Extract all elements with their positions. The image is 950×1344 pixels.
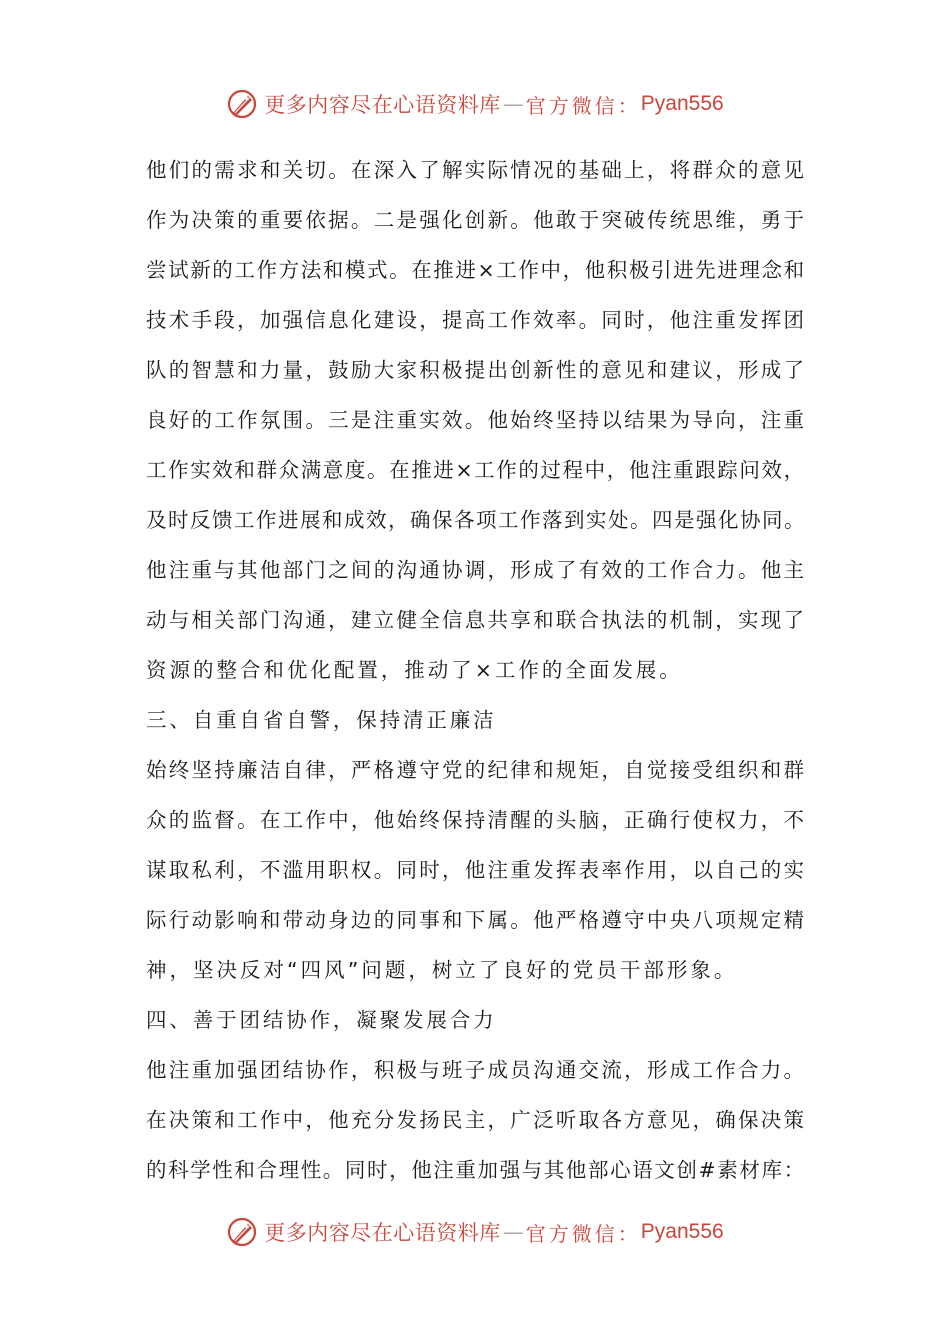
pen-nib-logo-icon [226, 88, 258, 120]
header-banner [0, 82, 950, 126]
banner-separator: — [502, 92, 524, 116]
body-line: 资源的整合和优化配置，推动了×工作的全面发展。 [146, 658, 683, 682]
section-heading: 四、善于团结协作，凝聚发展合力 [146, 1008, 497, 1032]
body-line: 技术手段，加强信息化建设，提高工作效率。同时，他注重发挥团 [146, 308, 807, 332]
banner-separator: — [502, 1220, 524, 1244]
body-line: 尝试新的工作方法和模式。在推进×工作中，他积极引进先进理念和 [146, 258, 806, 282]
body-line: 他注重与其他部门之间的沟通协调，形成了有效的工作合力。他主 [146, 558, 807, 582]
document-body [146, 150, 811, 1200]
body-line: 工作实效和群众满意度。在推进×工作的过程中，他注重跟踪问效， [146, 458, 806, 482]
body-line: 及时反馈工作进展和成效，确保各项工作落到实处。四是强化协同。 [146, 508, 806, 532]
pen-nib-logo-icon [226, 1216, 258, 1248]
body-line: 队的智慧和力量，鼓励大家积极提出创新性的意见和建议，形成了 [146, 358, 807, 382]
banner-wechat-id: Pyan556 [640, 92, 724, 115]
body-line: 始终坚持廉洁自律，严格遵守党的纪律和规矩，自觉接受组织和群 [146, 758, 807, 782]
footer-banner [0, 1210, 950, 1254]
body-line: 他注重加强团结协作，积极与班子成员沟通交流，形成工作合力。 [146, 1058, 807, 1082]
body-line: 他们的需求和关切。在深入了解实际情况的基础上，将群众的意见 [146, 158, 807, 182]
banner-wechat-label: 官方微信： [525, 1221, 641, 1246]
body-line: 神，坚决反对“四风”问题，树立了良好的党员干部形象。 [146, 958, 738, 982]
body-line: 作为决策的重要依据。二是强化创新。他敢于突破传统思维，勇于 [146, 208, 807, 232]
banner-wechat-id: Pyan556 [640, 1220, 724, 1243]
section-heading: 三、自重自省自警，保持清正廉洁 [146, 708, 497, 732]
body-line: 谋取私利，不滥用职权。同时，他注重发挥表率作用，以自己的实 [146, 858, 807, 882]
body-line: 的科学性和合理性。同时，他注重加强与其他部心语文创#素材库： [146, 1158, 806, 1182]
banner-wechat-label: 官方微信： [525, 93, 641, 118]
body-line: 众的监督。在工作中，他始终保持清醒的头脑，正确行使权力，不 [146, 808, 807, 832]
banner-text: 更多内容尽在心语资料库 [264, 1221, 501, 1245]
body-line: 动与相关部门沟通，建立健全信息共享和联合执法的机制，实现了 [146, 608, 807, 632]
body-line: 良好的工作氛围。三是注重实效。他始终坚持以结果为导向，注重 [146, 408, 807, 432]
body-line: 际行动影响和带动身边的同事和下属。他严格遵守中央八项规定精 [146, 908, 807, 932]
body-line: 在决策和工作中，他充分发扬民主，广泛听取各方意见，确保决策 [146, 1108, 807, 1132]
banner-text: 更多内容尽在心语资料库 [264, 93, 501, 117]
